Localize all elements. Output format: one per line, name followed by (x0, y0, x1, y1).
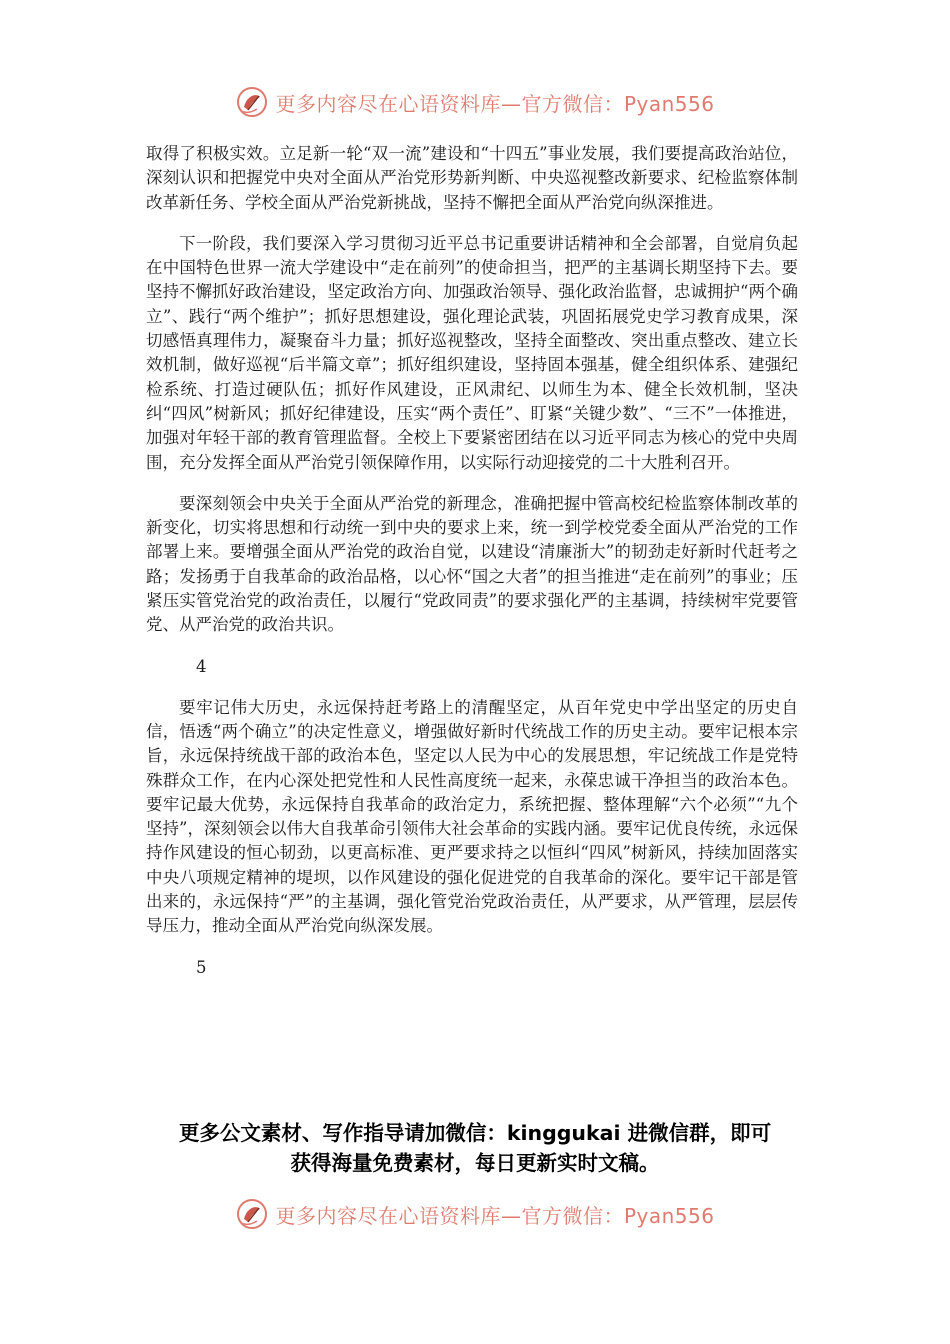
body-paragraph-1: 取得了积极实效。立足新一轮“双一流”建设和“十四五”事业发展，我们要提高政治站位，深刻认识和把握党中央对全面从严治党形势新判断、中央巡视整改新要求、纪检监察体制改革新任务、学校全面从严治党新挑战，坚持不懈把全面从严治党向纵深推进。 (146, 144, 798, 212)
body-paragraph-2: 下一阶段，我们要深入学习贯彻习近平总书记重要讲话精神和全会部署，自觉肩负起在中国特色世界一流大学建设中“走在前列”的使命担当，把严的主基调长期坚持下去。要坚持不懈抓好政治建设，坚定政治方向、加强政治领导、强化政治监督，忠诚拥护“两个确立”、践行“两个维护”；抓好思想建设，强化理论武装，巩固拓展党史学习教育成果，深切感悟真理伟力，凝聚奋斗力量；抓好巡视整改，坚持全面整改、突出重点整改、建立长效机制，做好巡视“后半篇文章”；抓好组织建设，坚持固本强基，健全组织体系、建强纪检系统、打造过硬队伍；抓好作风建设，正风肃纪、以师生为本、健全长效机制，坚决纠“四风”树新风；抓好纪律建设，压实“两个责任”、盯紧“关键少数”、“三不”一体推进，加强对年轻干部的教育管理监督。全校上下要紧密团结在以习近平同志为核心的党中央周围，充分发挥全面从严治党引领保障作用，以实际行动迎接党的二十大胜利召开。 (146, 233, 798, 472)
footer-banner-text: 更多内容尽在心语资料库—官方微信：Pyan556 (275, 1203, 715, 1228)
promo-line-1: 更多公文素材、写作指导请加微信：kinggukai 进微信群，即可 (178, 1121, 772, 1145)
header-watermark-banner (0, 82, 950, 122)
page-number-5: 5 (196, 957, 207, 977)
page-number-4: 4 (196, 656, 207, 676)
promo-line-2: 获得海量免费素材，每日更新实时文稿。 (290, 1151, 660, 1175)
pen-swirl-logo-icon (235, 1197, 269, 1231)
pen-swirl-logo-icon (235, 85, 269, 119)
header-banner-text: 更多内容尽在心语资料库—官方微信：Pyan556 (275, 91, 715, 116)
footer-watermark-banner (0, 1194, 950, 1234)
body-paragraph-3: 要深刻领会中央关于全面从严治党的新理念，准确把握中管高校纪检监察体制改革的新变化，切实将思想和行动统一到中央的要求上来，统一到学校党委全面从严治党的工作部署上来。要增强全面从严治党的政治自觉，以建设“清廉浙大”的韧劲走好新时代赶考之路；发扬勇于自我革命的政治品格，以心怀“国之大者”的担当推进“走在前列”的事业；压紧压实管党治党的政治责任，以履行“党政同责”的要求强化严的主基调，持续树牢党要管党、从严治党的政治共识。 (146, 493, 798, 635)
body-paragraph-4: 要牢记伟大历史，永远保持赶考路上的清醒坚定，从百年党史中学出坚定的历史自信，悟透“两个确立”的决定性意义，增强做好新时代统战工作的历史主动。要牢记根本宗旨，永远保持统战干部的政治本色，坚定以人民为中心的发展思想，牢记统战工作是党特殊群众工作，在内心深处把党性和人民性高度统一起来，永葆忠诚干净担当的政治本色。要牢记最大优势，永远保持自我革命的政治定力，系统把握、整体理解“六个必须”“九个坚持”，深刻领会以伟大自我革命引领伟大社会革命的实践内涵。要牢记优良传统，永远保持作风建设的恒心韧劲，以更高标准、更严要求持之以恒纠“四风”树新风，持续加固落实中央八项规定精神的堤坝，以作风建设的强化促进党的自我革命的深化。要牢记干部是管出来的，永远保持“严”的主基调，强化管党治党政治责任，从严要求，从严管理，层层传导压力，推动全面从严治党向纵深发展。 (146, 697, 798, 936)
document-body (146, 142, 798, 980)
wechat-promo-notice (100, 1118, 850, 1178)
